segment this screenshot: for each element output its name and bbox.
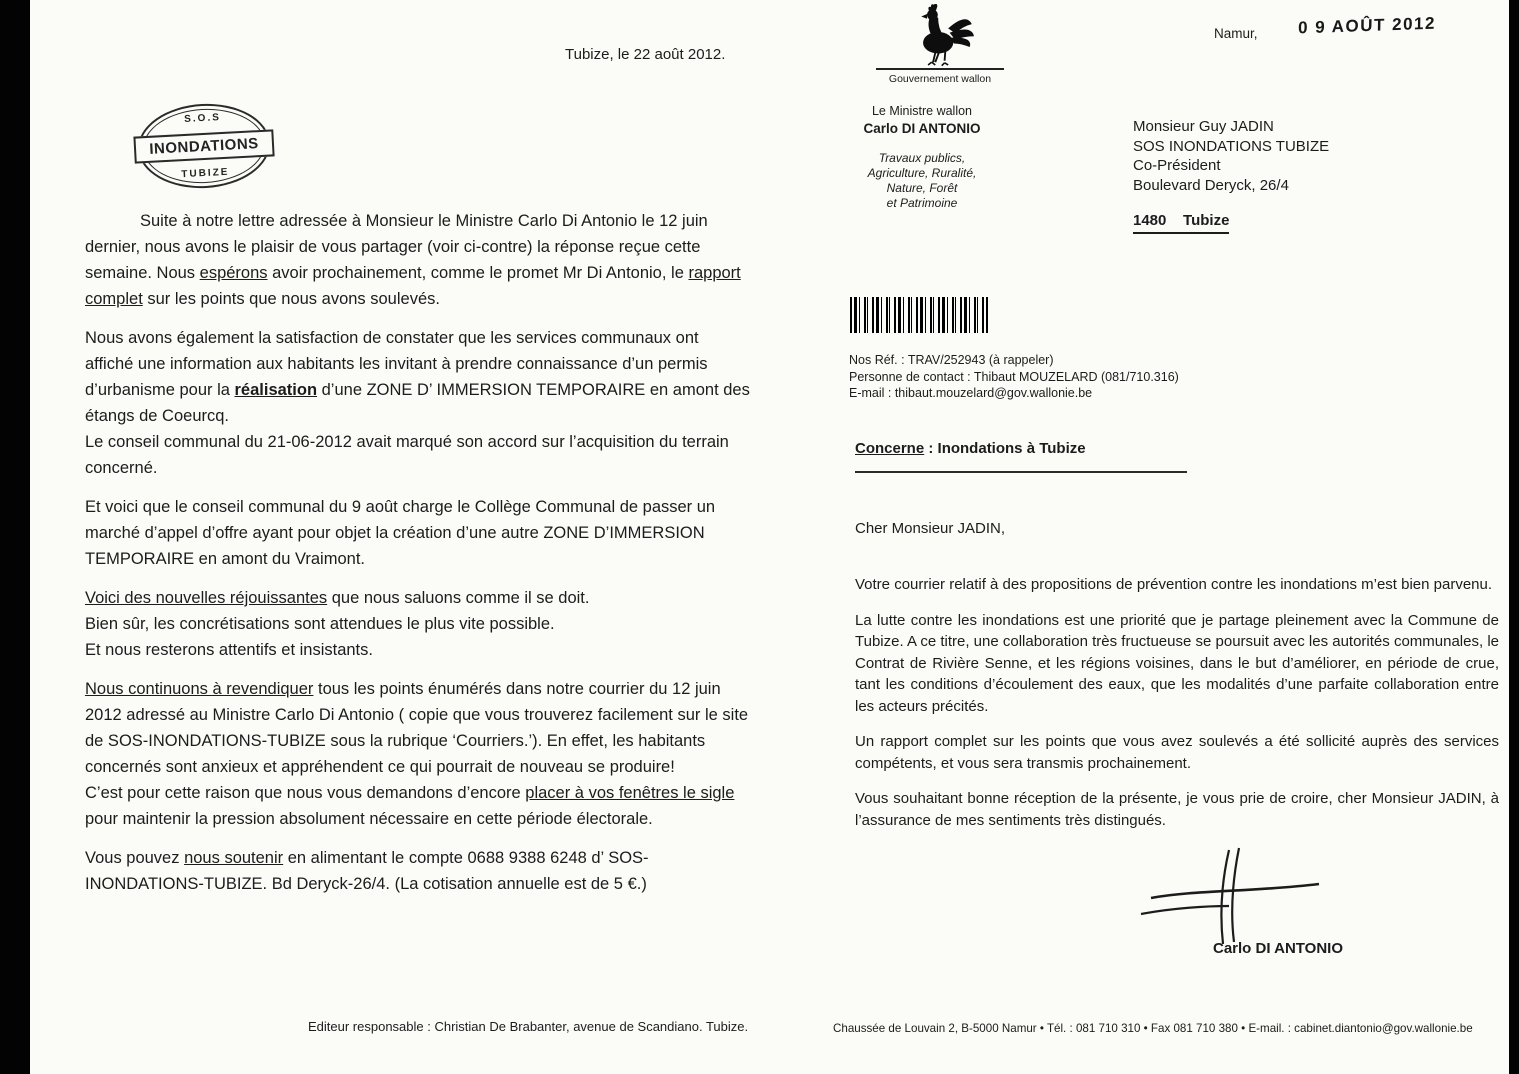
walloon-rooster-logo-icon — [903, 4, 979, 70]
stamp-middle-text: INONDATIONS — [133, 129, 274, 163]
letter-paragraph: La lutte contre les inondations est une priorité que je partage pleinement avec la Commune de Tubize. A ce titre, une collaboration très fructueuse se poursuit avec les autorités communales, le Contrat de Rivière Senne, et les régions voisines, dans le but d’améliorer, en période de crue, tant les conditions d’écoulement des eaux, que les modalités d’une parfaite collaboration entre les acteurs précités. — [855, 611, 1499, 715]
right-letter-body — [855, 574, 1499, 845]
reference-block — [849, 352, 1179, 402]
portfolio-line: Nature, Forêt — [886, 181, 958, 195]
reference-line: Personne de contact : Thibaut MOUZELARD (081/710.316) — [849, 369, 1179, 384]
salutation: Cher Monsieur JADIN, — [855, 520, 1006, 537]
letter-paragraph: Suite à notre lettre adressée à Monsieur le Ministre Carlo Di Antonio le 12 juin dernier, nous avons le plaisir de vous partager (voir ci-contre) la réponse reçue cette semaine. Nous espérons avoir prochainement, comme le promet Mr Di Antonio, le rapport complet sur les points que nous avons soulevés. — [85, 212, 741, 308]
minister-block — [846, 104, 998, 211]
letter-paragraph: Votre courrier relatif à des propositions de prévention contre les inondations m’est bien parvenu. — [855, 576, 1493, 593]
letter-paragraph: Et voici que le conseil communal du 9 août charge le Collège Communal de passer un marché d’appel d’offre ayant pour objet la création d’une autre ZONE D’IMMERSION TEMPORAIRE en amont du Vraimont. — [85, 498, 716, 568]
right-letter-footer: Chaussée de Louvain 2, B-5000 Namur • Tél. : 081 710 310 • Fax 081 710 380 • E-mail. : cabinet.diantonio@gov.wallonie.be — [833, 1022, 1473, 1035]
stamp-bottom-text: TUBIZE — [181, 166, 230, 181]
received-date-stamp: 0 9 AOÛT 2012 — [1297, 13, 1437, 38]
stamp-top-text: S.O.S — [183, 112, 222, 125]
left-letter-date: Tubize, le 22 août 2012. — [565, 46, 726, 63]
letter-paragraph: Vous pouvez nous soutenir en alimentant le compte 0688 9388 6248 d’ SOS-INONDATIONS-TUBIZE. Bd Deryck-26/4. (La cotisation annuelle est de 5 €.) — [85, 849, 649, 893]
letter-paragraph: Nous continuons à revendiquer tous les points énumérés dans notre courrier du 12 juin 2012 adressé au Ministre Carlo Di Antonio ( copie que vous trouverez facilement sur le site de SOS-INONDATIONS-TUBIZE sous la rubrique ‘Courriers.’). En effet, les habitants concernés sont anxieux et appréhendent ce qui pourrait de nouveau se produire! C’est pour cette raison que nous vous demandons d’encore placer à vos fenêtres le sigle pour maintenir la pression absolument nécessaire en cette période électorale. — [85, 680, 749, 828]
recipient-address-block — [1133, 117, 1329, 234]
city-line: Namur, — [1214, 26, 1258, 41]
subject-line: Concerne : Inondations à Tubize — [855, 440, 1086, 457]
barcode-icon — [850, 297, 988, 333]
sos-inondations-stamp — [136, 101, 272, 192]
scan-edge-left — [0, 0, 30, 1074]
recipient-city-line: 1480 Tubize — [1133, 211, 1229, 234]
portfolio-line: Agriculture, Ruralité, — [867, 166, 977, 180]
letter-paragraph: Vous souhaitant bonne réception de la présente, je vous prie de croire, cher Monsieur JADIN, à l’assurance de mes sentiments très distingués. — [855, 790, 1499, 829]
gouvernement-wallon-label: Gouvernement wallon — [876, 68, 1004, 85]
letter-paragraph: Un rapport complet sur les points que vous avez soulevés a été sollicité auprès des services compétents, et vous sera transmis prochainement. — [855, 733, 1499, 772]
recipient-line: SOS INONDATIONS TUBIZE — [1133, 137, 1330, 155]
left-letter-body — [85, 208, 750, 910]
recipient-line: Co-Président — [1133, 157, 1221, 174]
left-letter-publisher-footer: Editeur responsable : Christian De Brabanter, avenue de Scandiano. Tubize. — [308, 1019, 749, 1034]
letter-paragraph: Voici des nouvelles réjouissantes que nous saluons comme il se doit. Bien sûr, les concrétisations sont attendues le plus vite possible. Et nous resterons attentifs et insistants. — [85, 589, 590, 659]
handwritten-signature — [1133, 846, 1323, 951]
letter-paragraph: Nous avons également la satisfaction de constater que les services communaux ont affiché une information aux habitants les invitant à prendre connaissance d’un permis d’urbanisme pour la réalisation d’une ZONE D’ IMMERSION TEMPORAIRE en amont des étangs de Coeurcq. Le conseil communal du 21-06-2012 avait marqué son accord sur l’acquisition du terrain concerné. — [85, 329, 750, 477]
scan-edge-right — [1509, 0, 1519, 1074]
recipient-line: Monsieur Guy JADIN — [1133, 118, 1274, 135]
portfolio-line: et Patrimoine — [886, 196, 958, 210]
minister-portfolio — [846, 151, 998, 211]
subject-underline-rule — [855, 471, 1187, 473]
portfolio-line: Travaux publics, — [878, 151, 966, 165]
reference-line: Nos Réf. : TRAV/252943 (à rappeler) — [849, 353, 1054, 367]
signature-name: Carlo DI ANTONIO — [1213, 940, 1344, 957]
minister-title: Le Ministre wallon — [871, 104, 973, 118]
minister-name: Carlo DI ANTONIO — [863, 121, 981, 136]
reference-line: E-mail : thibaut.mouzelard@gov.wallonie.be — [849, 386, 1093, 400]
recipient-line: Boulevard Deryck, 26/4 — [1133, 176, 1289, 194]
